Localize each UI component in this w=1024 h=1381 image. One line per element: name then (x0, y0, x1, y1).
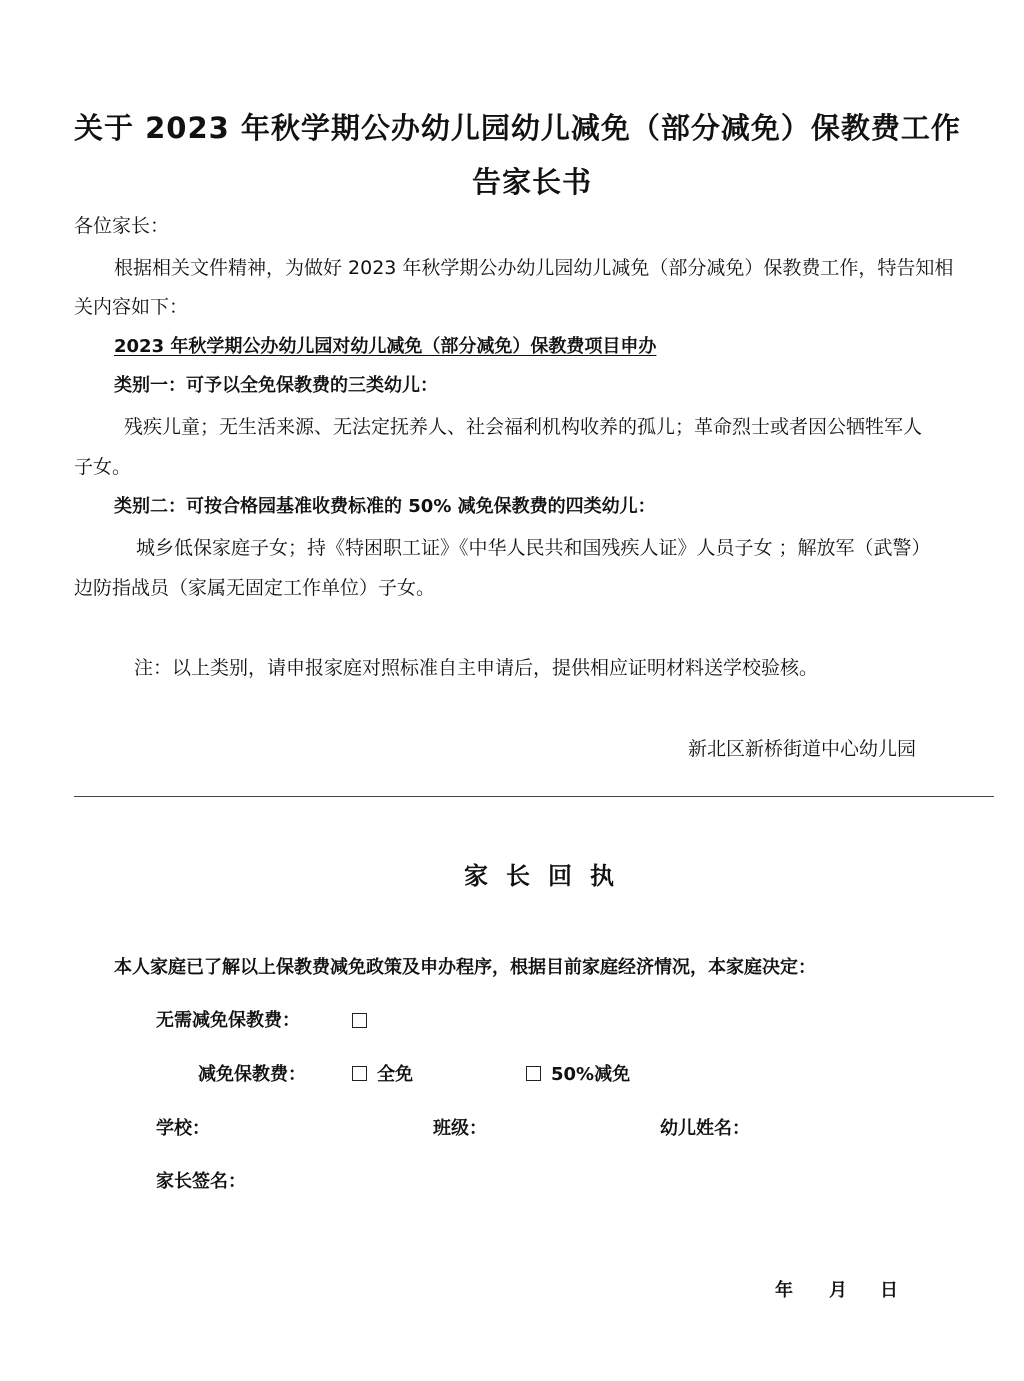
intro-line2: 关内容如下： (74, 296, 189, 318)
child-name-label: 幼儿姓名： (660, 1118, 750, 1139)
category1-line2: 子女。 (74, 456, 132, 478)
receipt-statement: 本人家庭已了解以上保教费减免政策及申办程序，根据目前家庭经济情况，本家庭决定： (114, 957, 816, 978)
half-reduction-option[interactable] (526, 1061, 630, 1089)
project-heading: 2023 年秋学期公办幼儿园对幼儿减免（部分减免）保教费项目申办 (114, 336, 657, 357)
parent-signature-label: 家长签名： (156, 1171, 246, 1192)
receipt-title: 家长回执 (464, 862, 632, 890)
category2-line1: 城乡低保家庭子女；持《特困职工证》《中华人民共和国残疾人证》人员子女 ；解放军（武警） (136, 537, 931, 559)
school-label: 学校： (156, 1118, 210, 1139)
note: 注：以上类别，请申报家庭对照标准自主申请后，提供相应证明材料送学校验核。 (134, 657, 819, 679)
notice-title-line2: 告家长书 (471, 165, 592, 199)
category1-line1: 残疾儿童；无生活来源、无法定抚养人、社会福利机构收养的孤儿；革命烈士或者因公牺牲军人 (124, 416, 923, 438)
notice-title-line1: 关于 2023 年秋学期公办幼儿园幼儿减免（部分减免）保教费工作 (74, 111, 961, 145)
full-exemption-option[interactable] (352, 1061, 413, 1089)
no-reduction-label: 无需减免保教费： (156, 1010, 300, 1031)
issuer-signature: 新北区新桥街道中心幼儿园 (688, 738, 917, 760)
half-reduction-checkbox[interactable] (526, 1066, 541, 1081)
no-reduction-checkbox[interactable] (352, 1013, 367, 1028)
class-label: 班级： (433, 1118, 487, 1139)
no-reduction-option[interactable] (352, 1007, 377, 1035)
date-day: 日 (880, 1280, 898, 1301)
category2-line2: 边防指战员（家属无固定工作单位）子女。 (74, 577, 436, 599)
date-year: 年 (775, 1280, 793, 1301)
reduction-label: 减免保教费： (198, 1064, 306, 1085)
intro-line1: 根据相关文件精神，为做好 2023 年秋学期公办幼儿园幼儿减免（部分减免）保教费工作，特告知相 (114, 257, 954, 279)
half-reduction-label: 50%减免 (551, 1064, 631, 1085)
category1-heading: 类别一：可予以全免保教费的三类幼儿： (114, 375, 438, 396)
section-divider (74, 796, 994, 797)
salutation: 各位家长： (74, 215, 170, 237)
category2-heading: 类别二：可按合格园基准收费标准的 50% 减免保教费的四类幼儿： (114, 496, 656, 517)
date-month: 月 (829, 1280, 847, 1301)
full-exemption-label: 全免 (377, 1064, 413, 1085)
full-exemption-checkbox[interactable] (352, 1066, 367, 1081)
